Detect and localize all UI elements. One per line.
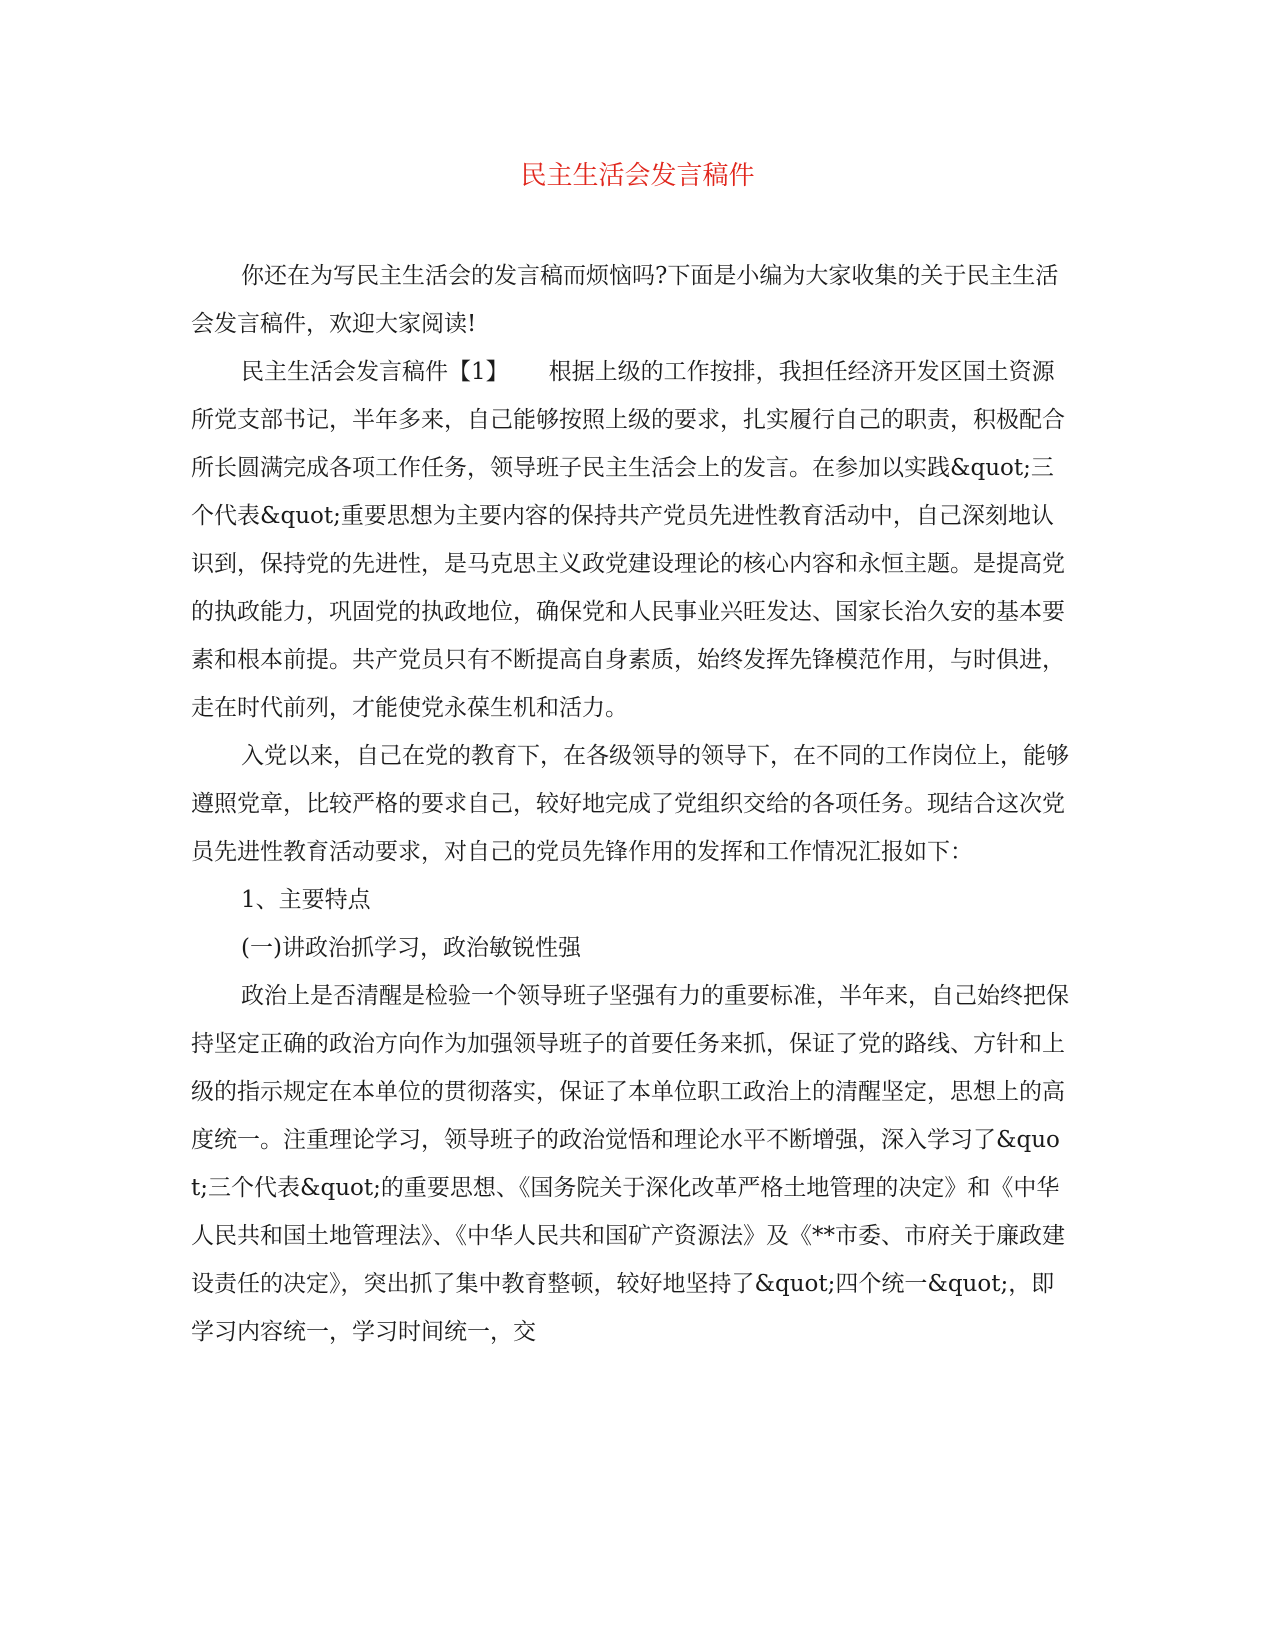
- section-paragraph-1: [191, 348, 1071, 732]
- document-body: [191, 252, 1071, 1356]
- body-paragraph-2: 入党以来，自己在党的教育下，在各级领导的领导下，在不同的工作岗位上，能够遵照党章，比较严格的要求自己，较好地完成了党组织交给的各项任务。现结合这次党员先进性教育活动要求，对自己的党员先锋作用的发挥和工作情况汇报如下：: [191, 743, 1069, 865]
- body-paragraph-3: 政治上是否清醒是检验一个领导班子坚强有力的重要标准，半年来，自己始终把保持坚定正确的政治方向作为加强领导班子的首要任务来抓，保证了党的路线、方针和上级的指示规定在本单位的贯彻落实，保证了本单位职工政治上的清醒坚定，思想上的高度统一。注重理论学习，领导班子的政治觉悟和理论水平不断增强，深入学习了&quot;三个代表&quot;的重要思想、《国务院关于深化改革严格土地管理的决定》和《中华人民共和国土地管理法》、《中华人民共和国矿产资源法》及《**市委、市府关于廉政建设责任的决定》，突出抓了集中教育整顿，较好地坚持了&quot;四个统一&quot;，即学习内容统一，学习时间统一，交: [191, 983, 1069, 1345]
- subheading-politics-study: (一)讲政治抓学习，政治敏锐性强: [241, 935, 581, 961]
- list-heading-main-features: 1、主要特点: [241, 887, 371, 913]
- section-text-1: 根据上级的工作按排，我担任经济开发区国土资源所党支部书记，半年多来，自己能够按照上级的要求，扎实履行自己的职责，积极配合所长圆满完成各项工作任务，领导班子民主生活会上的发言。在参加以实践&quot;三个代表&quot;重要思想为主要内容的保持共产党员先进性教育活动中，自己深刻地认识到，保持党的先进性，是马克思主义政党建设理论的核心内容和永恒主题。是提高党的执政能力，巩固党的执政地位，确保党和人民事业兴旺发达、国家长治久安的基本要素和根本前提。共产党员只有不断提高自身素质，始终发挥先锋模范作用，与时俱进，走在时代前列，才能使党永葆生机和活力。: [191, 359, 1065, 721]
- document-title: 民主生活会发言稿件: [520, 161, 755, 191]
- section-heading-1: 民主生活会发言稿件【1】: [241, 359, 509, 385]
- intro-paragraph: 你还在为写民主生活会的发言稿而烦恼吗?下面是小编为大家收集的关于民主生活会发言稿件，欢迎大家阅读!: [191, 263, 1059, 337]
